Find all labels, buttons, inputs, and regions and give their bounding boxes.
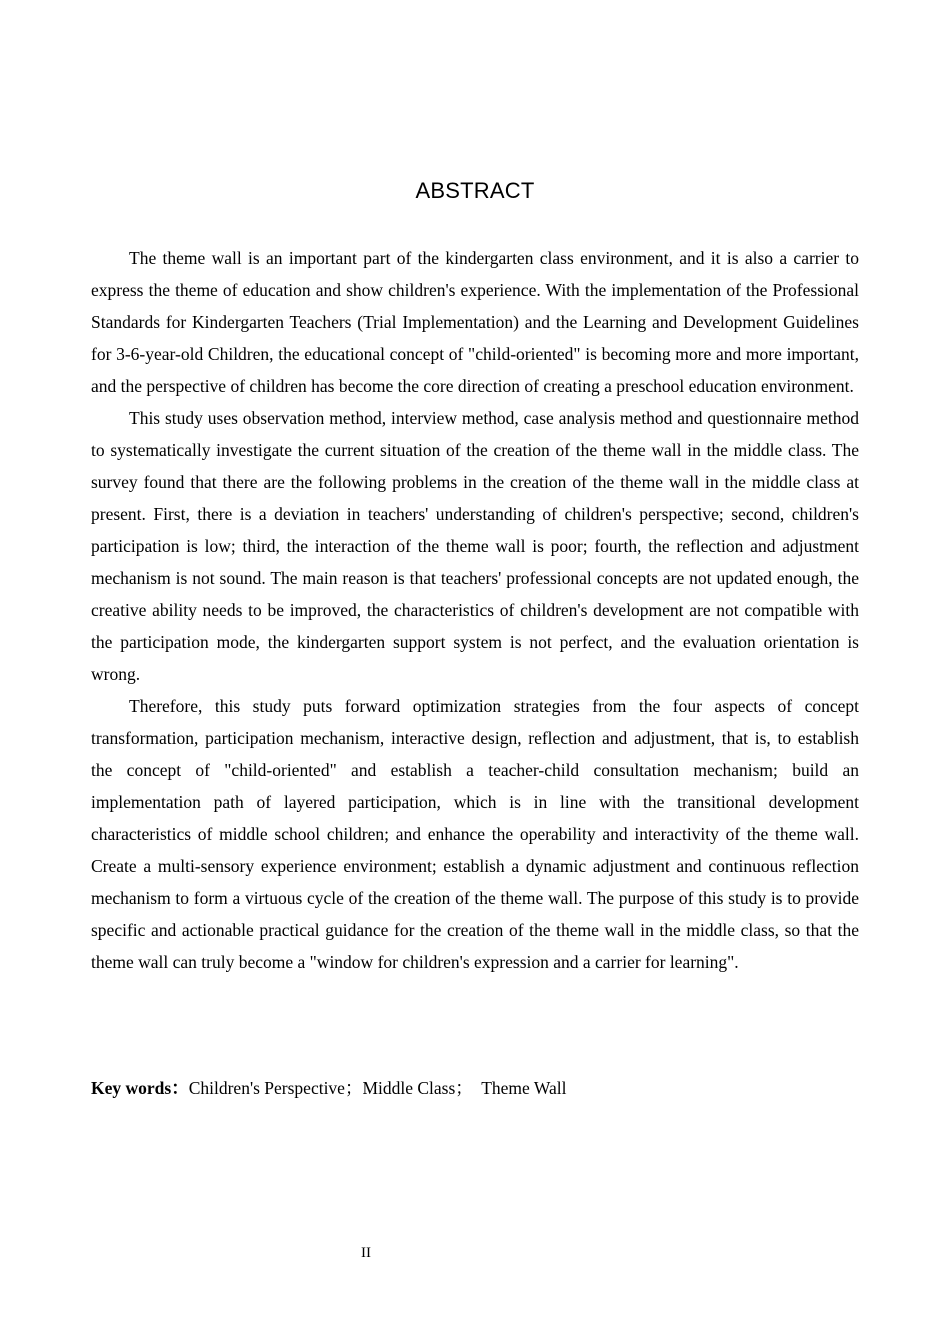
keywords-label: Key words： — [91, 1078, 189, 1098]
abstract-paragraph-2: This study uses observation method, interview method, case analysis method and questionnaire method to systematically investigate the current situation of the creation of the theme wall in the middle class. The survey found that there are the following problems in the creation of the theme wall in the middle class at present. First, there is a deviation in teachers' understanding of children's perspective; second, children's participation is low; third, the interaction of the theme wall is poor; fourth, the reflection and adjustment mechanism is not sound. The main reason is that teachers' professional concepts are not updated enough, the creative ability needs to be improved, the characteristics of children's development are not compatible with the participation mode, the kindergarten support system is not perfect, and the evaluation orientation is wrong. — [91, 408, 859, 684]
page-number: II — [361, 1245, 371, 1261]
keywords-value: Children's Perspective；Middle Class； Theme Wall — [188, 1078, 567, 1098]
abstract-paragraph-3: Therefore, this study puts forward optimization strategies from the four aspects of concept transformation, participation mechanism, interactive design, reflection and adjustment, that is, to establish the concept of "child-oriented" and establish a teacher-child consultation mechanism; build an implementation path of layered participation, which is in line with the transitional development characteristics of middle school children; and enhance the operability and interactivity of the theme wall. Create a multi-sensory experience environment; establish a dynamic adjustment and continuous reflection mechanism to form a virtuous cycle of the creation of the theme wall. The purpose of this study is to provide specific and actionable practical guidance for the creation of the theme wall in the middle class, so that the theme wall can truly become a "window for children's expression and a carrier for learning". — [91, 696, 859, 972]
abstract-body — [91, 242, 859, 978]
abstract-title: ABSTRACT — [415, 178, 535, 203]
abstract-paragraph-1: The theme wall is an important part of the kindergarten class environment, and it is also a carrier to express the theme of education and show children's experience. With the implementation of the Professional Standards for Kindergarten Teachers (Trial Implementation) and the Learning and Development Guidelines for 3-6-year-old Children, the educational concept of "child-oriented" is becoming more and more important, and the perspective of children has become the core direction of creating a preschool education environment. — [91, 248, 859, 396]
keywords-line — [91, 1072, 859, 1104]
